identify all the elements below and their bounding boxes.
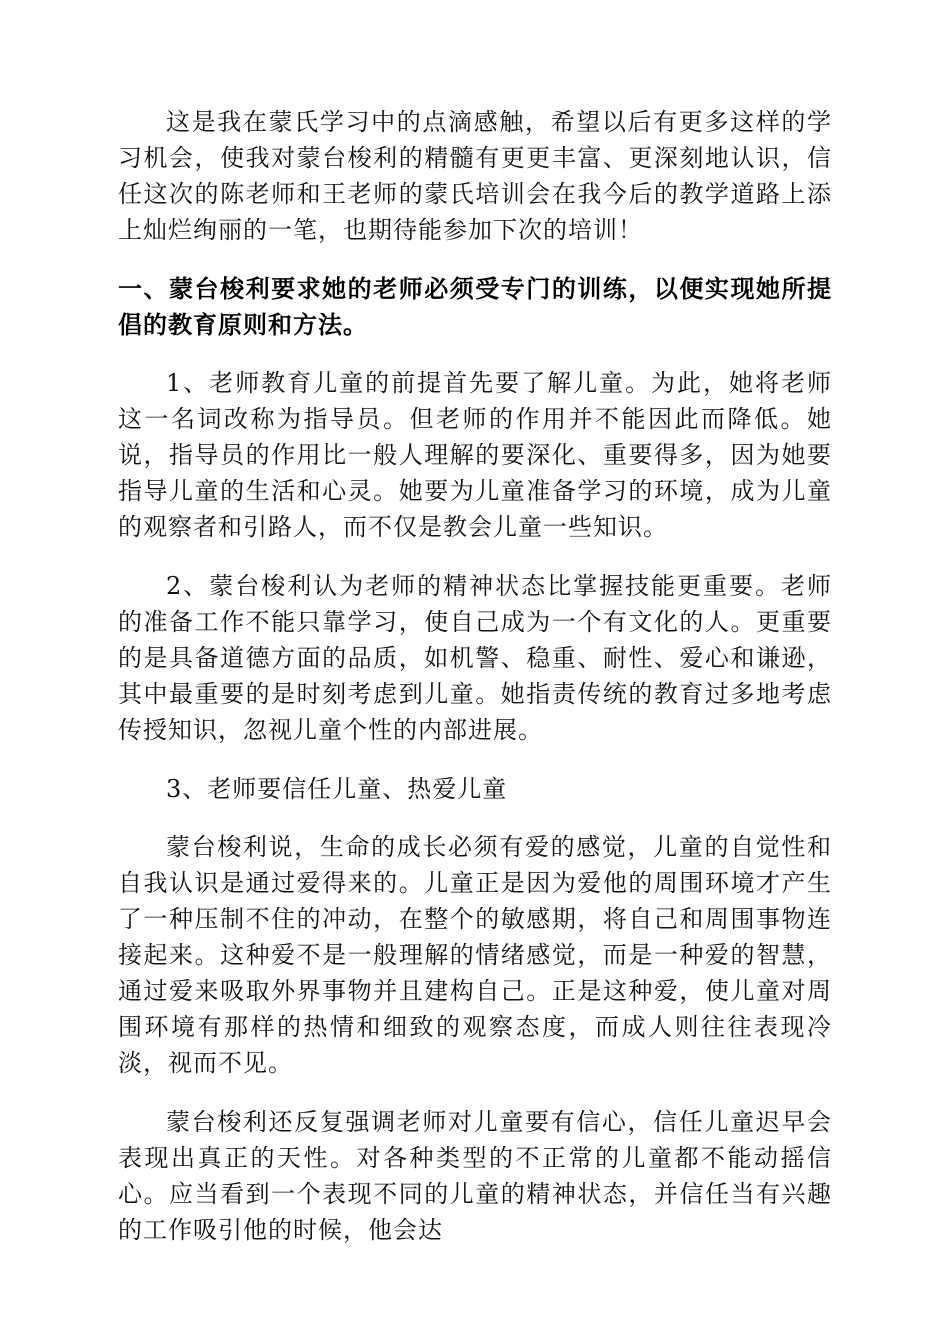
paragraph-point-2: 2、蒙台梭利认为老师的精神状态比掌握技能更重要。老师的准备工作不能只靠学习，使自己成为一个有文化的人。更重要的是具备道德方面的品质，如机警、稳重、耐性、爱心和谦逊，其中最重要的是时刻考虑到儿童。她指责传统的教育过多地考虑传授知识，忽视儿童个性的内部进展。 bbox=[118, 572, 832, 744]
section-heading: 一、蒙台梭利要求她的老师必须受专门的训练，以便实现她所提倡的教育原则和方法。 bbox=[118, 275, 832, 339]
paragraph-closing-reflection: 这是我在蒙氏学习中的点滴感触，希望以后有更多这样的学习机会，使我对蒙台梭利的精髓有更更丰富、更深刻地认识，信任这次的陈老师和王老师的蒙氏培训会在我今后的教学道路上添上灿烂绚丽的一笔，也期待能参加下次的培训！ bbox=[118, 108, 832, 244]
paragraph-point-3-title: 3、老师要信任儿童、热爱儿童 bbox=[166, 775, 508, 803]
paragraph-confidence: 蒙台梭利还反复强调老师对儿童要有信心，信任儿童迟早会表现出真正的天性。对各种类型的不正常的儿童都不能动摇信心。应当看到一个表现不同的儿童的精神状态，并信任当有兴趣的工作吸引他的时候，他会达 bbox=[118, 1108, 832, 1244]
paragraph-love: 蒙台梭利说，生命的成长必须有爱的感觉，儿童的自觉性和自我认识是通过爱得来的。儿童正是因为爱他的周围环境才产生了一种压制不住的冲动，在整个的敏感期，将自己和周围事物连接起来。这种爱不是一般理解的情绪感觉，而是一种爱的智慧，通过爱来吸取外界事物并且建构自己。正是这种爱，使儿童对周围环境有那样的热情和细致的观察态度，而成人则往往表现冷淡，视而不见。 bbox=[118, 833, 832, 1077]
paragraph-point-1: 1、老师教育儿童的前提首先要了解儿童。为此，她将老师这一名词改称为指导员。但老师的作用并不能因此而降低。她说，指导员的作用比一般人理解的要深化、重要得多，因为她要指导儿童的生活和心灵。她要为儿童准备学习的环境，成为儿童的观察者和引路人，而不仅是教会儿童一些知识。 bbox=[118, 369, 832, 541]
